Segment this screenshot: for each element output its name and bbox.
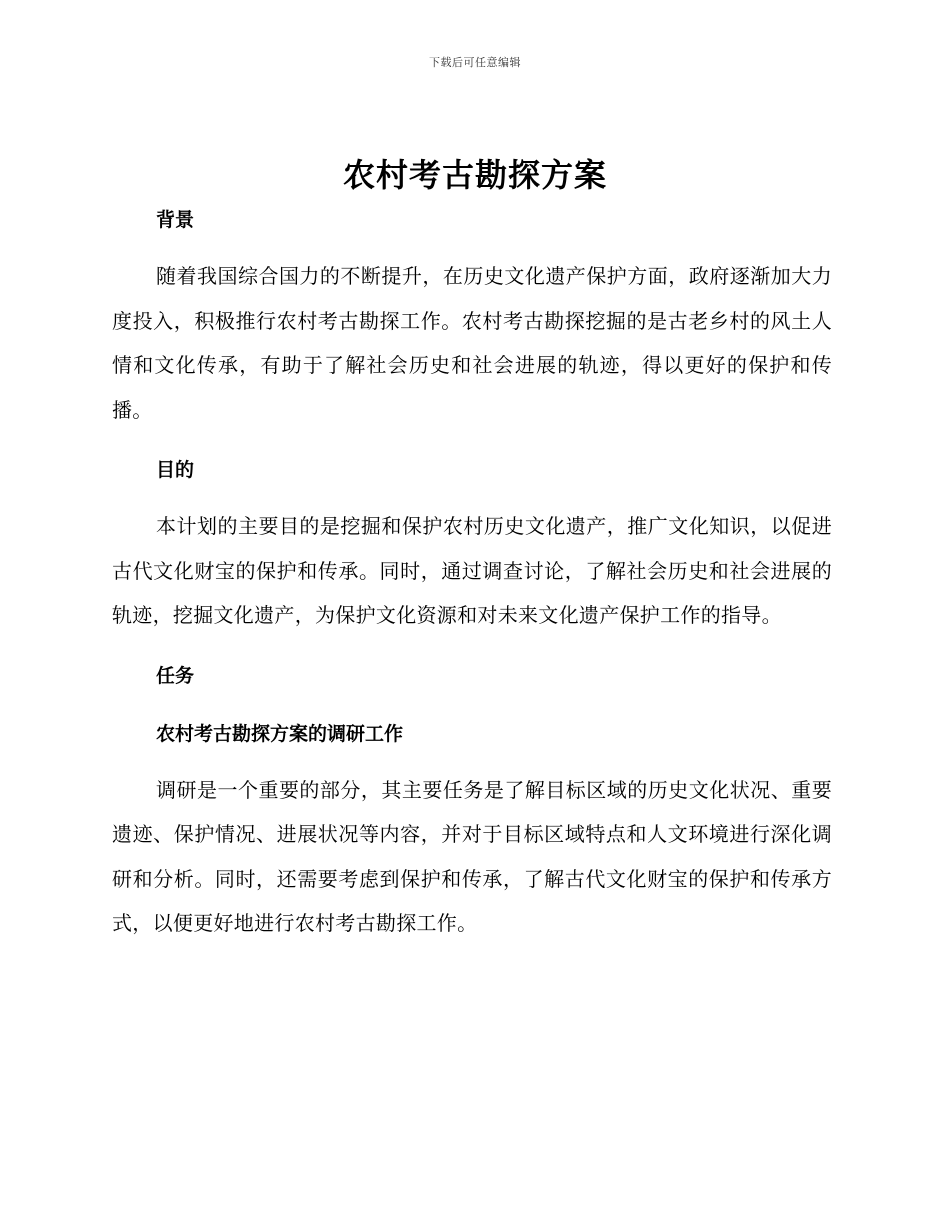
header-note: 下载后可任意编辑 <box>429 56 521 69</box>
document-body <box>112 200 832 946</box>
paragraph-purpose: 本计划的主要目的是挖掘和保护农村历史文化遗产，推广文化知识，以促进古代文化财宝的保护和传承。同时，通过调查讨论，了解社会历史和社会进展的轨迹，挖掘文化遗产，为保护文化资源和对未来文化遗产保护工作的指导。 <box>112 514 832 627</box>
section-heading-background: 背景 <box>156 209 195 231</box>
section-heading-research: 农村考古勘探方案的调研工作 <box>156 722 404 745</box>
paragraph-research: 调研是一个重要的部分，其主要任务是了解目标区域的历史文化状况、重要遗迹、保护情况、进展状况等内容，并对于目标区域特点和人文环境进行深化调研和分析。同时，还需要考虑到保护和传承，了解古代文化财宝的保护和传承方式，以便更好地进行农村考古勘探工作。 <box>112 777 832 935</box>
section-heading-tasks: 任务 <box>156 664 195 687</box>
document-title: 农村考古勘探方案 <box>342 156 607 194</box>
paragraph-background: 随着我国综合国力的不断提升，在历史文化遗产保护方面，政府逐渐加大力度投入，积极推行农村考古勘探工作。农村考古勘探挖掘的是古老乡村的风土人情和文化传承，有助于了解社会历史和社会进展的轨迹，得以更好的保护和传播。 <box>112 264 832 422</box>
section-heading-purpose: 目的 <box>156 459 195 481</box>
